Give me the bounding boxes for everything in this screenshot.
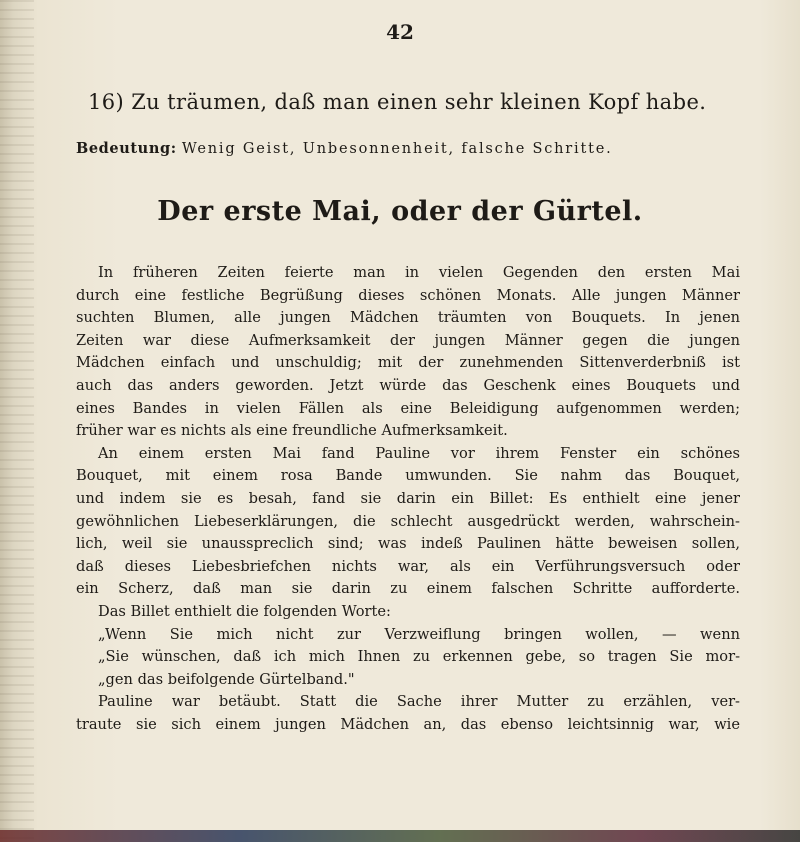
text-line: Das Billet enthielt die folgenden Worte: — [98, 602, 391, 620]
text-line: auch das anders geworden. Jetzt würde das Geschenk eines Bouquets und — [76, 376, 740, 394]
text-line: In früheren Zeiten feierte man in vielen Gegenden den ersten Mai — [98, 264, 740, 281]
text-line: und indem sie es besah, fand sie darin ein Billet: Es enthielt eine jener — [76, 489, 740, 507]
page-number: 42 — [386, 20, 414, 44]
text-line: durch eine festliche Begrüßung dieses schönen Monats. Alle jungen Männer — [76, 286, 740, 304]
text-line: Bouquet, mit einem rosa Bande umwunden. Sie nahm das Bouquet, — [76, 467, 740, 485]
text-line: daß dieses Liebesbriefchen nichts war, als ein Verführungsversuch oder — [76, 557, 740, 575]
text-line: „Wenn Sie mich nicht zur Verzweiflung bringen wollen, — wenn — [98, 625, 740, 643]
text-line: An einem ersten Mai fand Pauline vor ihrem Fenster ein schönes — [98, 444, 740, 462]
dream-meaning — [76, 140, 613, 157]
text-line: Pauline war betäubt. Statt die Sache ihrer Mutter zu erzählen, ver- — [98, 693, 740, 711]
dream-entry-heading: 16) Zu träumen, daß man einen sehr kleinen Kopf habe. — [88, 90, 707, 114]
text-line: „Sie wünschen, daß ich mich Ihnen zu erkennen gebe, so tragen Sie mor- — [98, 648, 740, 666]
text-line: suchten Blumen, alle jungen Mädchen träumten von Bouquets. In jenen — [76, 309, 740, 327]
meaning-label: Bedeutung: — [76, 140, 177, 157]
text-line: gewöhnlichen Liebeserklärungen, die schlecht ausgedrückt werden, wahrschein- — [76, 512, 740, 530]
text-line: ein Scherz, daß man sie darin zu einem falschen Schritte aufforderte. — [76, 580, 740, 598]
page-bottom-edge — [0, 830, 800, 842]
text-line: Mädchen einfach und unschuldig; mit der zunehmenden Sittenverderbniß ist — [76, 354, 740, 372]
text-line: Zeiten war diese Aufmerksamkeit der jungen Männer gegen die jungen — [76, 331, 740, 349]
text-line: eines Bandes in vielen Fällen als eine Beleidigung aufgenommen werden; — [76, 399, 740, 417]
text-line: „gen das beifolgende Gürtelband." — [98, 670, 355, 688]
section-title: Der erste Mai, oder der Gürtel. — [157, 196, 643, 227]
text-line: lich, weil sie unausspreclich sind; was indeß Paulinen hätte beweisen sollen, — [76, 535, 740, 553]
text-line: traute sie sich einem jungen Mädchen an, das ebenso leichtsinnig war, wie — [76, 715, 740, 733]
meaning-text: Wenig Geist, Unbesonnenheit, falsche Schritte. — [181, 141, 613, 157]
page-binding-shadow — [0, 0, 34, 842]
body-text — [76, 262, 740, 736]
text-line: früher war es nichts als eine freundliche Aufmerksamkeit. — [76, 422, 508, 440]
